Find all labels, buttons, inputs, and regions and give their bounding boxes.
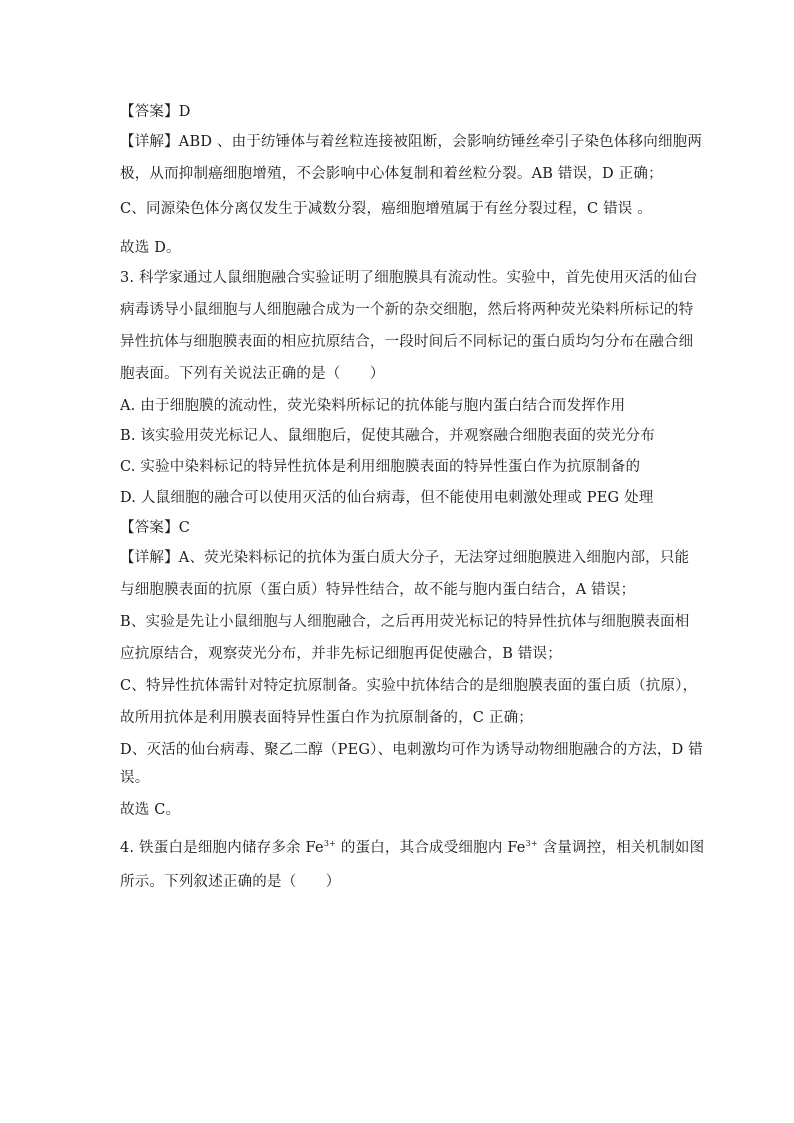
q3-detail-line-3: B、实验是先让小鼠细胞与人细胞融合，之后再用荧光标记的特异性抗体与细胞膜表面相 [120,614,690,630]
q2-detail-line-2: 极，从而抑制癌细胞增殖，不会影响中心体复制和着丝粒分裂。AB 错误，D 正确； [120,166,663,182]
q3-detail-line-7: D、灭活的仙台病毒、聚乙二醇（PEG）、电刺激均可作为诱导动物细胞融合的方法，D 错 [120,742,703,758]
q2-conclusion: 故选 D。 [120,240,181,256]
q2-answer: 【答案】D [120,104,191,120]
q3-stem-line-4: 胞表面。下列有关说法正确的是（ ） [120,366,385,382]
q3-option-d: D. 人鼠细胞的融合可以使用灭活的仙台病毒，但不能使用电刺激处理或 PEG 处理 [120,490,654,506]
q3-detail-line-1: 【详解】A、荧光染料标记的抗体为蛋白质大分子，无法穿过细胞膜进入细胞内部，只能 [120,550,690,566]
q3-option-b: B. 该实验用荧光标记人、鼠细胞后，促使其融合，并观察融合细胞表面的荧光分布 [120,428,655,444]
q4-stem-part-1: 4. 铁蛋白是细胞内储存多余 Fe [120,840,324,856]
fe-charge-superscript: 3+ [323,839,337,849]
fe-charge-superscript: 3+ [525,839,538,849]
q4-stem-part-2: 的蛋白，其合成受细胞内 Fe [336,840,526,856]
q3-detail-line-2: 与细胞膜表面的抗原（蛋白质）特异性结合，故不能与胞内蛋白结合，A 错误； [120,582,636,598]
q3-stem-line-1: 3. 科学家通过人鼠细胞融合实验证明了细胞膜具有流动性。实验中，首先使用灭活的仙台 [120,270,698,286]
q2-detail-line-3: C、同源染色体分离仅发生于减数分裂，癌细胞增殖属于有丝分裂过程，C 错误 。 [120,201,653,217]
q3-detail-line-5: C、特异性抗体需针对特定抗原制备。实验中抗体结合的是细胞膜表面的蛋白质（抗原）， [120,678,698,694]
q3-detail-line-6: 故所用抗体是利用膜表面特异性蛋白作为抗原制备的，C 正确； [120,710,534,726]
q2-detail-line-1: 【详解】ABD 、由于纺锤体与着丝粒连接被阻断，会影响纺锤丝牵引子染色体移向细胞两 [120,134,703,150]
q3-option-a: A. 由于细胞膜的流动性，荧光染料所标记的抗体能与胞内蛋白结合而发挥作用 [120,398,626,414]
q3-conclusion: 故选 C。 [120,802,181,818]
q3-answer: 【答案】C [120,520,191,536]
q4-stem-line-1 [120,838,705,858]
q3-detail-line-8: 误。 [120,770,150,786]
q3-stem-line-2: 病毒诱导小鼠细胞与人细胞融合成为一个新的杂交细胞，然后将两种荧光染料所标记的特 [120,302,694,318]
q3-detail-line-4: 应抗原结合，观察荧光分布，并非先标记细胞再促使融合，B 错误； [120,646,562,662]
q4-stem-part-3: 含量调控，相关机制如图 [537,840,705,856]
q3-stem-line-3: 异性抗体与细胞膜表面的相应抗原结合，一段时间后不同标记的蛋白质均匀分布在融合细 [120,334,694,350]
q4-stem-line-2: 所示。下列叙述正确的是（ ） [120,874,341,890]
q3-option-c: C. 实验中染料标记的特异性抗体是利用细胞膜表面的特异性蛋白作为抗原制备的 [120,459,641,475]
